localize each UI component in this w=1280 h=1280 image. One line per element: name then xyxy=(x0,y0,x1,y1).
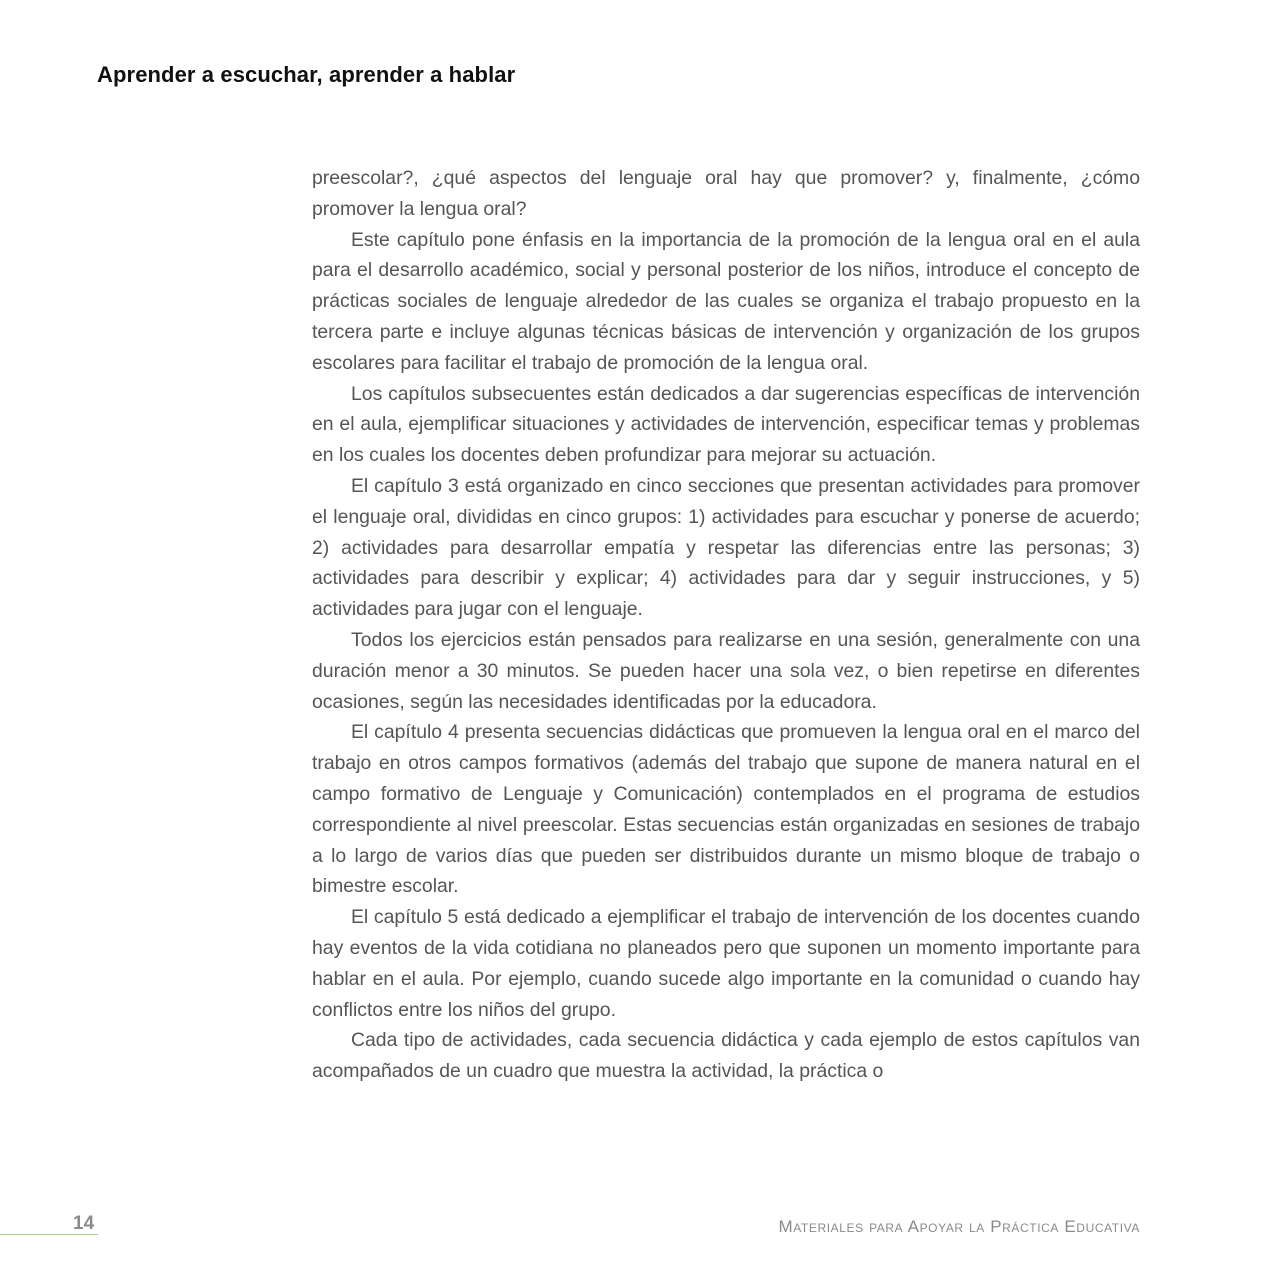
paragraph: Todos los ejercicios están pensados para realizarse en una sesión, generalmente con una duración menor a 30 minutos. Se pueden hacer una sola vez, o bien repetirse en diferentes ocasiones, según las necesidades identificadas por la educadora. xyxy=(312,628,1140,713)
paragraph: Cada tipo de actividades, cada secuencia didáctica y cada ejemplo de estos capítulos van acompañados de un cuadro que muestra la actividad, la práctica o xyxy=(312,1029,1140,1083)
paragraph: preescolar?, ¿qué aspectos del lenguaje oral hay que promover? y, finalmente, ¿cómo promover la lengua oral? xyxy=(312,167,1140,220)
footer-series-title: Materiales para Apoyar la Práctica Educativa xyxy=(778,1217,1140,1236)
paragraph: El capítulo 4 presenta secuencias didácticas que promueven la lengua oral en el marco del trabajo en otros campos formativos (además del trabajo que supone de manera natural en el campo formativo de Lenguaje y Comunicación) contemplados en el programa de estudios correspondiente al nivel preescolar. Estas secuencias están organizadas en sesiones de trabajo a lo largo de varios días que pueden ser distribuidos durante un mismo bloque de trabajo o bimestre escolar. xyxy=(312,721,1140,898)
paragraph: El capítulo 5 está dedicado a ejemplificar el trabajo de intervención de los docentes cuando hay eventos de la vida cotidiana no planeados pero que suponen un momento importante para hablar en el aula. Por ejemplo, cuando sucede algo importante en la comunidad o cuando hay conflictos entre los niños del grupo. xyxy=(312,906,1140,1021)
running-title: Aprender a escuchar, aprender a hablar xyxy=(97,62,516,87)
page-number: 14 xyxy=(73,1213,95,1234)
paragraph: El capítulo 3 está organizado en cinco secciones que presentan actividades para promover el lenguaje oral, divididas en cinco grupos: 1) actividades para escuchar y ponerse de acuerdo; 2) actividades para desarrollar empatía y respetar las diferencias entre las personas; 3) actividades para describir y explicar; 4) actividades para dar y seguir instrucciones, y 5) actividades para jugar con el lenguaje. xyxy=(312,474,1140,621)
paragraph: Los capítulos subsecuentes están dedicados a dar sugerencias específicas de intervención en el aula, ejemplificar situaciones y actividades de intervención, especificar temas y problemas en los cuales los docentes deben profundizar para mejorar su actuación. xyxy=(312,382,1140,467)
paragraph: Este capítulo pone énfasis en la importancia de la promoción de la lengua oral en el aula para el desarrollo académico, social y personal posterior de los niños, introduce el concepto de prácticas sociales de lenguaje alrededor de las cuales se organiza el trabajo propuesto en la tercera parte e incluye algunas técnicas básicas de intervención y organización de los grupos escolares para facilitar el trabajo de promoción de la lengua oral. xyxy=(312,228,1140,374)
body-text xyxy=(312,163,1140,1087)
